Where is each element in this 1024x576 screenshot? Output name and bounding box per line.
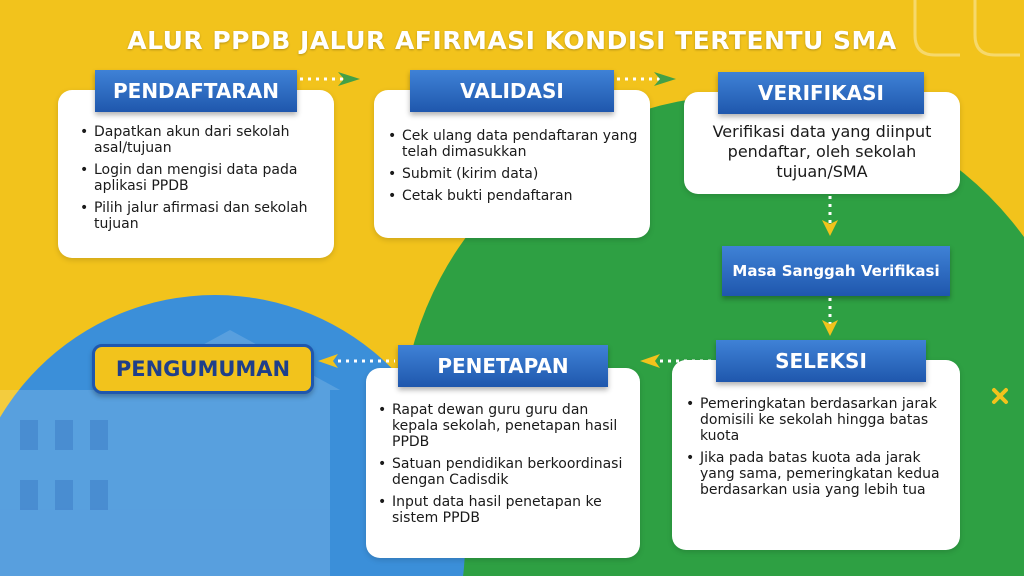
penetapan-list	[378, 402, 632, 532]
pendaftaran-list	[80, 124, 320, 238]
pendaftaran-header: PENDAFTARAN	[95, 70, 297, 112]
seleksi-card	[672, 360, 960, 550]
pendaftaran-item: • Dapatkan akun dari sekolah asal/tujuan	[80, 124, 320, 156]
validasi-header: VALIDASI	[410, 70, 614, 112]
verifikasi-text: Verifikasi data yang diinput pendaftar, oleh sekolah tujuan/SMA	[712, 122, 932, 181]
seleksi-item: • Pemeringkatan berdasarkan jarak domisili ke sekolah hingga batas kuota	[686, 396, 952, 444]
masa-sanggah-box: Masa Sanggah Verifikasi	[722, 246, 950, 296]
pendaftaran-card	[58, 90, 334, 258]
validasi-item: • Cek ulang data pendaftaran yang telah dimasukkan	[388, 128, 644, 160]
seleksi-list	[686, 396, 952, 504]
pendaftaran-item: • Login dan mengisi data pada aplikasi PPDB	[80, 162, 320, 194]
penetapan-item: • Satuan pendidikan berkoordinasi dengan Cadisdik	[378, 456, 632, 488]
validasi-item: • Submit (kirim data)	[388, 166, 644, 182]
page-title: ALUR PPDB JALUR AFIRMASI KONDISI TERTENTU SMA	[127, 26, 897, 55]
validasi-card	[374, 90, 650, 238]
penetapan-card	[366, 368, 640, 558]
seleksi-item: • Jika pada batas kuota ada jarak yang sama, pemeringkatan kedua berdasarkan usia yang lebih tua	[686, 450, 952, 498]
seleksi-header: SELEKSI	[716, 340, 926, 382]
penetapan-item: • Input data hasil penetapan ke sistem PPDB	[378, 494, 632, 526]
validasi-item: • Cetak bukti pendaftaran	[388, 188, 644, 204]
pengumuman-box: PENGUMUMAN	[92, 344, 314, 394]
penetapan-item: • Rapat dewan guru guru dan kepala sekolah, penetapan hasil PPDB	[378, 402, 632, 450]
validasi-list	[388, 128, 644, 210]
penetapan-header: PENETAPAN	[398, 345, 608, 387]
verifikasi-header: VERIFIKASI	[718, 72, 924, 114]
pendaftaran-item: • Pilih jalur afirmasi dan sekolah tujuan	[80, 200, 320, 232]
